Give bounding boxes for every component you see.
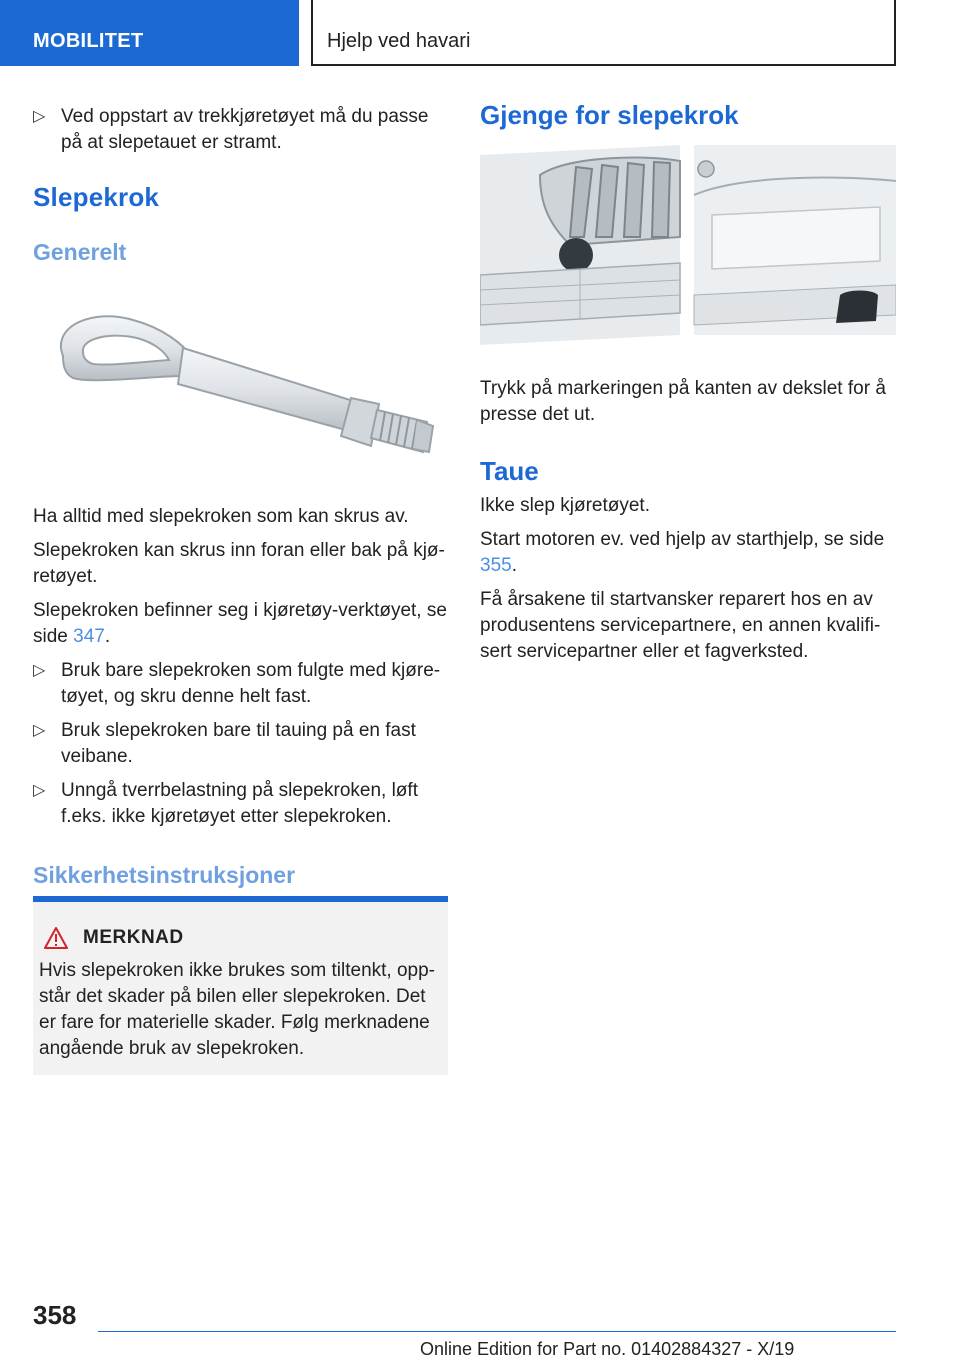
paragraph-end: . bbox=[104, 626, 111, 647]
tow-hook-icon bbox=[33, 286, 448, 496]
paragraph-end: . bbox=[511, 555, 517, 576]
car-bumper-icon bbox=[480, 145, 896, 362]
subheading-sikkerhetsinstruksjoner: Sikkerhetsinstruksjoner bbox=[33, 862, 296, 888]
footer-edition: Online Edition for Part no. 01402884327 - X/19 bbox=[420, 1339, 795, 1359]
paragraph: Få årsakene til startvansker reparert hos en av produsentens servicepartnere, en annen kvalifisert servicepartner eller et fagverksted. bbox=[480, 589, 881, 662]
header-section-label: MOBILITET bbox=[33, 30, 144, 52]
notice-header bbox=[43, 926, 184, 950]
paragraph bbox=[33, 598, 448, 650]
page-reference-link[interactable]: 347 bbox=[73, 626, 105, 647]
bumper-cover-illustration bbox=[480, 145, 896, 362]
list-item bbox=[33, 658, 448, 710]
triangle-right-icon: ▷ bbox=[33, 782, 46, 799]
footer-divider bbox=[98, 1331, 896, 1332]
paragraph-text: Start motoren ev. ved hjelp av starthjelp, se side bbox=[480, 529, 885, 550]
triangle-right-icon: ▷ bbox=[33, 722, 46, 739]
list-item bbox=[33, 104, 448, 156]
tow-hook-illustration bbox=[33, 286, 448, 496]
bullet-text: Bruk slepekroken bare til tauing på en fast veibane. bbox=[61, 720, 416, 767]
left-column bbox=[33, 104, 448, 889]
triangle-right-icon: ▷ bbox=[33, 108, 46, 125]
header-title-box bbox=[311, 0, 896, 66]
bullet-text: Unngå tverrbelastning på slepekroken, løft f.eks. ikke kjøretøyet etter slepekroken. bbox=[61, 780, 418, 827]
header-title: Hjelp ved havari bbox=[327, 30, 471, 52]
triangle-right-icon: ▷ bbox=[33, 662, 46, 679]
intro-bullet-text: Ved oppstart av trekkjøretøyet må du passe på at slepetauet er stramt. bbox=[61, 106, 429, 153]
page-number: 358 bbox=[33, 1300, 77, 1330]
right-column bbox=[480, 100, 896, 673]
warning-triangle-icon bbox=[43, 926, 69, 950]
section-heading-taue: Taue bbox=[480, 456, 539, 486]
paragraph bbox=[480, 527, 896, 579]
paragraph-text: Slepekroken befinner seg i kjøretøy-verktøyet, se side bbox=[33, 600, 447, 647]
notice-box bbox=[33, 896, 448, 1075]
section-heading-gjenge: Gjenge for slepekrok bbox=[480, 100, 739, 130]
subheading-generelt: Generelt bbox=[33, 239, 127, 265]
section-heading-slepekrok: Slepekrok bbox=[33, 182, 160, 212]
paragraph: Trykk på markeringen på kanten av dekslet for å presse det ut. bbox=[480, 378, 886, 425]
notice-title: MERKNAD bbox=[83, 927, 184, 948]
paragraph: Ha alltid med slepekroken som kan skrus av. bbox=[33, 506, 409, 527]
list-item bbox=[33, 718, 448, 770]
paragraph: Slepekroken kan skrus inn foran eller bak på kjøretøyet. bbox=[33, 540, 445, 587]
list-item bbox=[33, 778, 448, 830]
bullet-text: Bruk bare slepekroken som fulgte med kjøretøyet, og skru denne helt fast. bbox=[61, 660, 441, 707]
header-section-tab bbox=[0, 0, 299, 66]
paragraph: Ikke slep kjøretøyet. bbox=[480, 495, 650, 516]
page-reference-link[interactable]: 355 bbox=[480, 555, 512, 576]
notice-text: Hvis slepekroken ikke brukes som tiltenkt, oppstår det skader på bilen eller slepekroken. Det er fare for materielle skader. Følg merknadene angående bruk av slepekroken. bbox=[39, 960, 435, 1059]
